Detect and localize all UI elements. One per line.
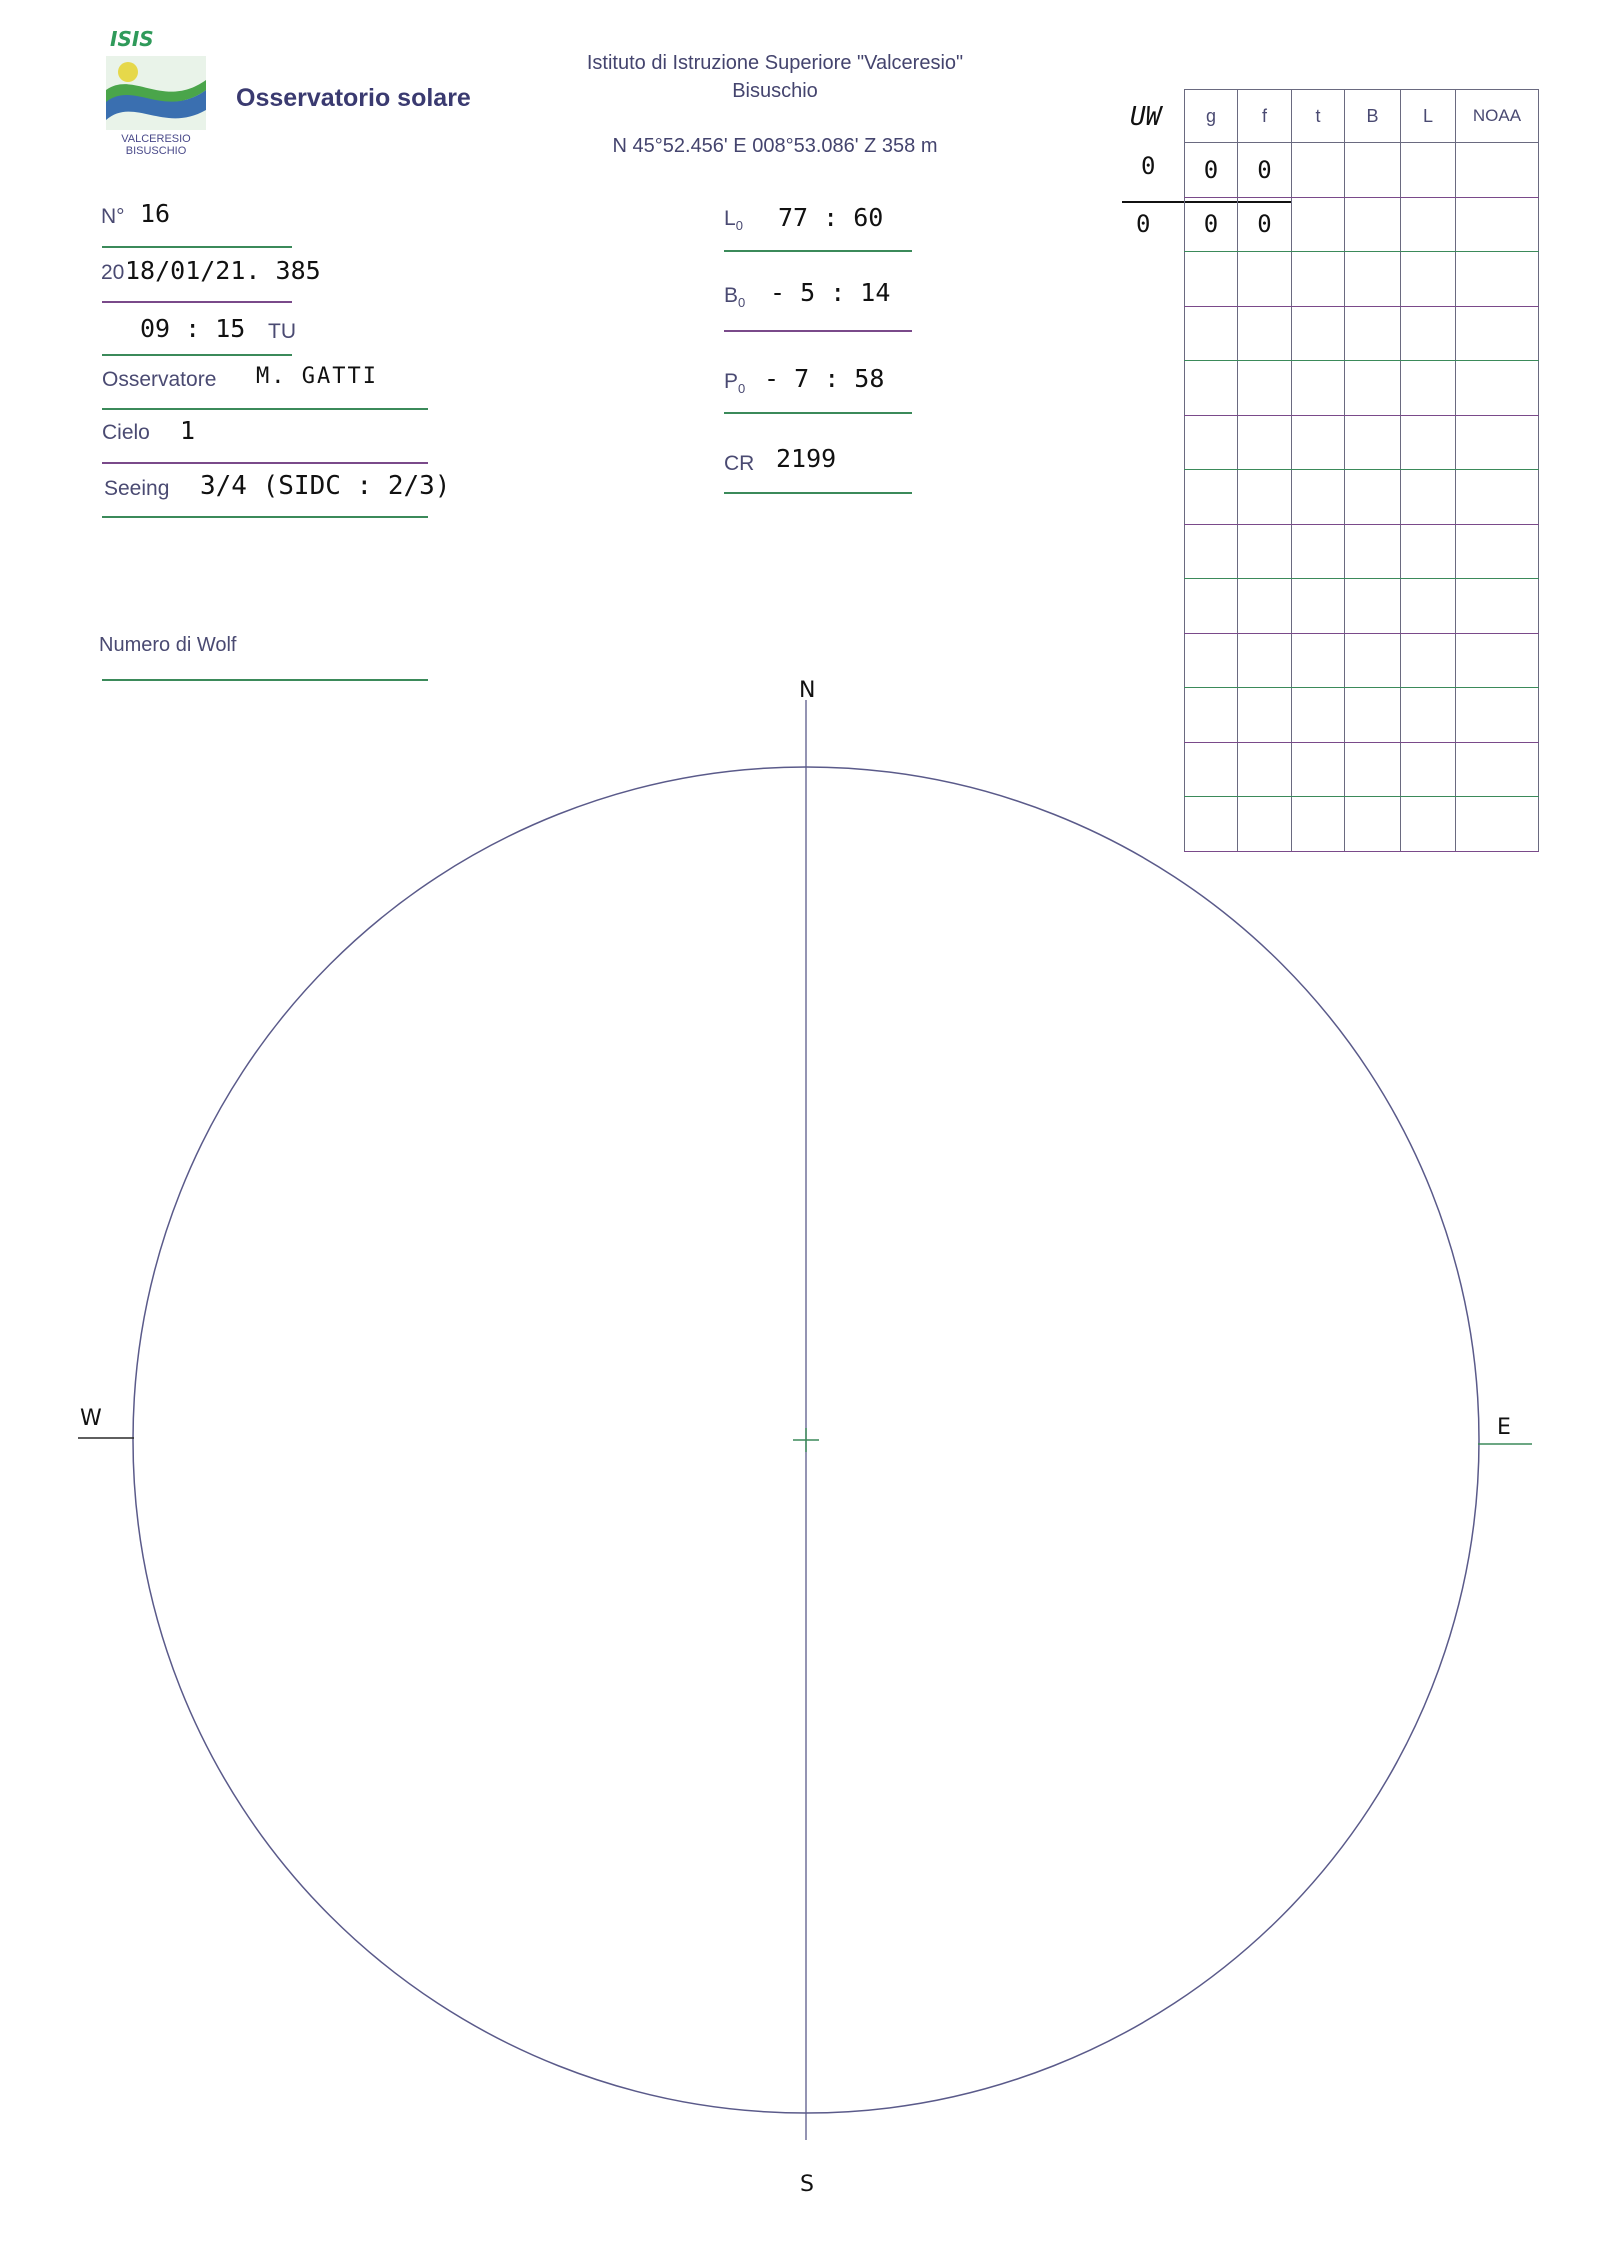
table-cell: 0 [1185, 143, 1238, 198]
header-noaa: NOAA [1456, 90, 1539, 143]
l0-label: $L_0$ [724, 207, 743, 234]
cr-value: 2199 [776, 444, 837, 473]
l0-value: 77 : 60 [778, 203, 884, 232]
seeing-label: Seeing [104, 477, 170, 500]
header-f: f [1238, 90, 1292, 143]
sky-label: Cielo [102, 421, 150, 444]
table-cell: 0 [1185, 197, 1238, 252]
p0-value: - 7 : 58 [764, 364, 885, 393]
observatory-coordinates: N 45°52.456' E 008°53.086' Z 358 m [612, 135, 938, 157]
south-label: S [800, 2172, 814, 2197]
header-g: g [1185, 90, 1238, 143]
logo-caption-2: BISUSCHIO [125, 145, 187, 157]
row-prefix-1: 0 [1141, 152, 1156, 180]
logo-mark: ISIS [110, 30, 154, 51]
time-unit: TU [268, 320, 296, 343]
b0-label: $B_0$ [724, 284, 746, 311]
uw-label: UW [1130, 102, 1162, 132]
date-prefix: 20 [101, 261, 125, 284]
b0-value: - 5 : 14 [770, 278, 891, 307]
number-label: N° [101, 205, 125, 228]
institute-name: Istituto di Istruzione Superiore "Valceresio" [586, 52, 964, 74]
observer-value: M. GATTI [256, 364, 378, 389]
date-value: 18/01/21. 385 [125, 256, 321, 285]
west-label: W [80, 1406, 102, 1431]
header-b: B [1345, 90, 1401, 143]
cr-label: CR [724, 452, 755, 475]
north-label: N [799, 678, 816, 703]
observatory-title: Osservatorio solare [236, 84, 471, 112]
logo-caption-1: VALCERESIO [121, 133, 191, 145]
wolf-number-label: Numero di Wolf [99, 634, 237, 656]
east-label: E [1497, 1415, 1511, 1440]
table-cell: 0 [1238, 143, 1292, 198]
p0-label: $P_0$ [724, 370, 746, 397]
observer-label: Osservatore [102, 368, 217, 391]
time-value: 09 : 15 [140, 314, 246, 343]
header-l: L [1401, 90, 1456, 143]
sky-value: 1 [180, 416, 196, 445]
table-cell: 0 [1238, 197, 1292, 252]
row-prefix-2: 0 [1136, 210, 1151, 238]
seeing-value: 3/4 (SIDC : 2/3) [200, 471, 451, 501]
header-t: t [1292, 90, 1345, 143]
number-value: 16 [140, 199, 171, 228]
institute-town: Bisuschio [732, 80, 818, 102]
